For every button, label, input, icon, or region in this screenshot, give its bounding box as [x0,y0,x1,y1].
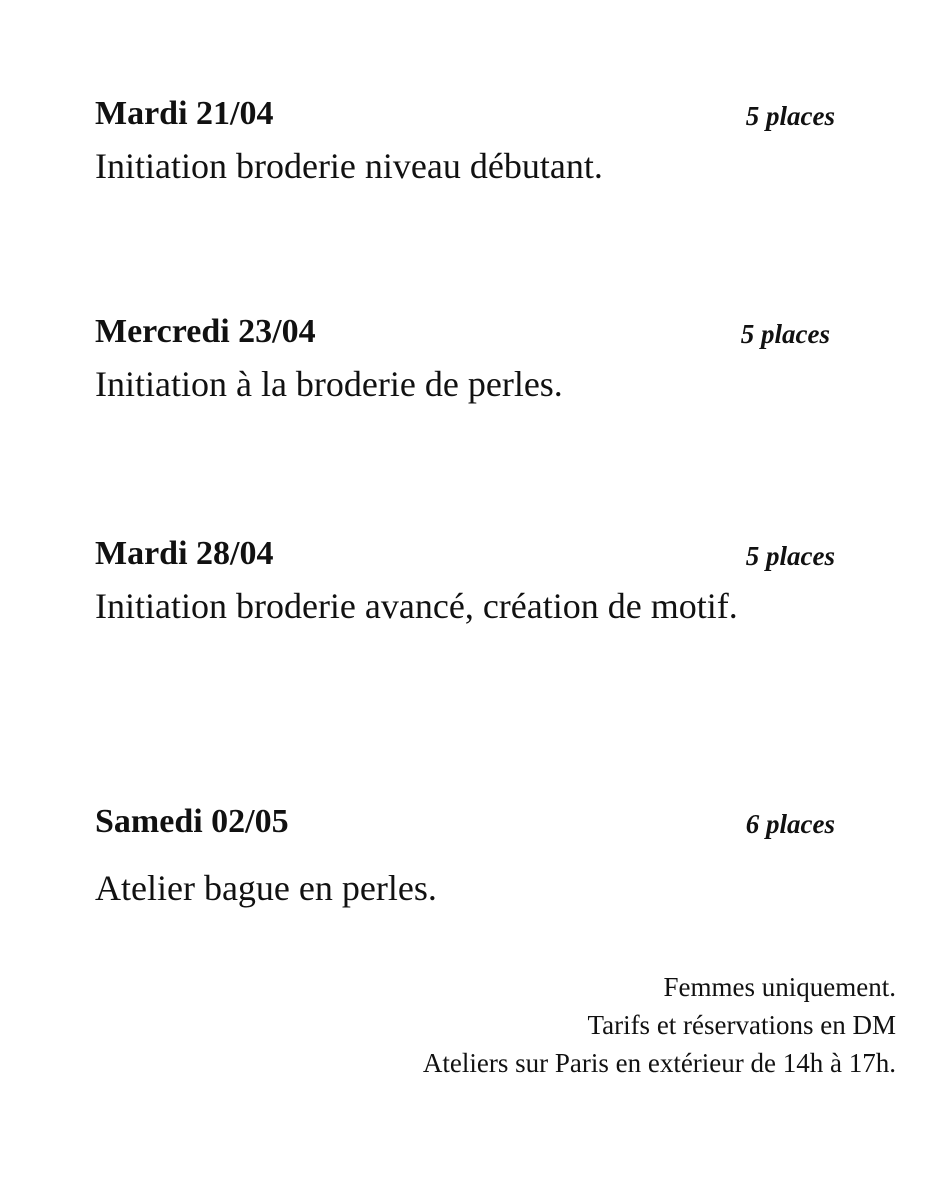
footer-location-hours: Ateliers sur Paris en extérieur de 14h à 17h. [422,1048,896,1078]
event-header [95,532,835,576]
event-header [95,310,835,354]
event-description: Initiation broderie niveau débutant. [95,146,603,186]
event-item [95,800,835,912]
footer-notes [423,968,896,1082]
event-date: Mardi 21/04 [95,95,274,132]
event-places: 5 places [745,101,835,131]
event-date: Mercredi 23/04 [95,313,316,350]
event-description: Initiation broderie avancé, création de motif. [95,586,738,626]
event-date: Samedi 02/05 [95,803,289,840]
footer-women-only: Femmes uniquement. [663,972,896,1002]
footer-pricing-booking: Tarifs et réservations en DM [587,1010,896,1040]
event-description: Atelier bague en perles. [95,868,437,908]
event-places: 5 places [745,541,835,571]
event-description: Initiation à la broderie de perles. [95,364,563,404]
event-places: 6 places [745,809,835,839]
event-date: Mardi 28/04 [95,535,274,572]
event-header [95,800,835,844]
event-header [95,92,835,136]
event-places: 5 places [740,319,830,349]
event-item [95,310,835,408]
event-item [95,532,835,630]
event-item [95,92,835,190]
